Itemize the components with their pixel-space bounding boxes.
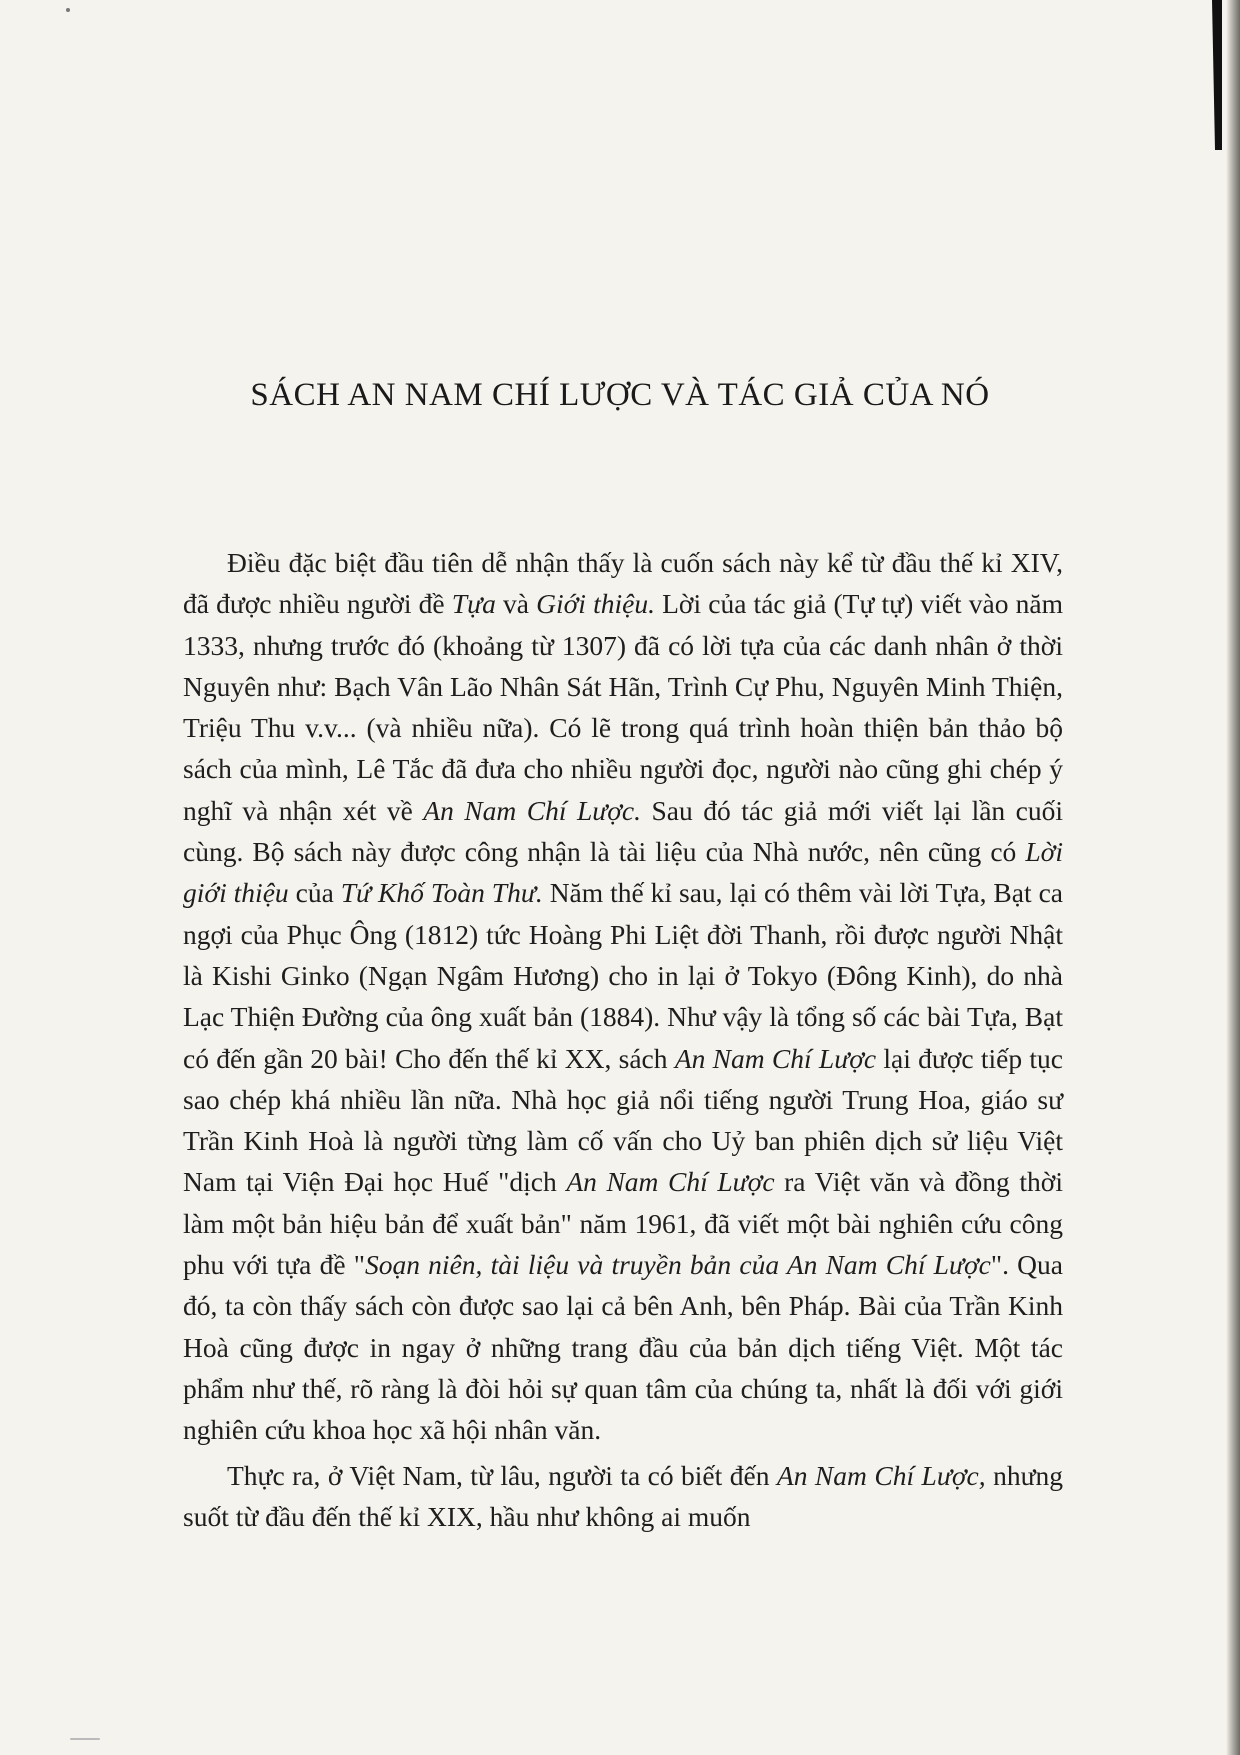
italic-text: Soạn niên, tài liệu và truyền bản của An Nam Chí Lược [364, 1249, 991, 1281]
italic-text: An Nam Chí Lược, [776, 1459, 986, 1491]
text-run: ra Việt văn và đồng thời làm một bản hiệu bản để xuất bản" năm 1961, đã viết một bài nghiên cứu công phu với tựa đề " [183, 1166, 1063, 1281]
italic-text: Lời giới thiệu [183, 836, 1063, 909]
italic-text: An Nam Chí Lược [674, 1042, 877, 1074]
text-run: Thực ra, ở Việt Nam, từ lâu, người ta có biết đến [227, 1459, 777, 1491]
paragraph [183, 542, 1063, 1451]
scan-speck [70, 1738, 100, 1740]
body-text [183, 542, 1063, 1537]
text-run: lại được tiếp tục sao chép khá nhiều lần nữa. Nhà học giả nổi tiếng người Trung Hoa, giáo sư Trần Kinh Hoà là người từng làm cố vấn cho Uỷ ban phiên dịch sử liệu Việt Nam tại Viện Đại học Huế "dịch [183, 1042, 1063, 1198]
text-run: Lời của tác giả (Tự tự) viết vào năm 1333, nhưng trước đó (khoảng từ 1307) đã có lời tựa của các danh nhân ở thời Nguyên như: Bạch Vân Lão Nhân Sát Hãn, Trình Cự Phu, Nguyên Minh Thiện, Triệu Thu v.v... (và nhiều nữa). Có lẽ trong quá trình hoàn thiện bản thảo bộ sách của mình, Lê Tắc đã đưa cho nhiều người đọc, người nào cũng ghi chép ý nghĩ và nhận xét về [183, 588, 1063, 826]
chapter-title: SÁCH AN NAM CHÍ LƯỢC VÀ TÁC GIẢ CỦA NÓ [250, 377, 990, 413]
text-run: Điều đặc biệt đầu tiên dễ nhận thấy là cuốn sách này kể từ đầu thế kỉ XIV, đã được nhiều người đề [183, 547, 1063, 620]
text-run: của [288, 877, 341, 909]
italic-text: An Nam Chí Lược. [423, 794, 642, 826]
text-run: và [495, 588, 537, 620]
text-run: Năm thế kỉ sau, lại có thêm vài lời Tựa, Bạt ca ngợi của Phục Ông (1812) tức Hoàng Phi Liệt đời Thanh, rồi được người Nhật là Kishi Ginko (Ngạn Ngâm Hương) cho in lại ở Tokyo (Đông Kinh), do nhà Lạc Thiện Đường của ông xuất bản (1884). Như vậy là tổng số các bài Tựa, Bạt có đến gần 20 bài! Cho đến thế kỉ XX, sách [183, 877, 1063, 1074]
italic-text: An Nam Chí Lược [566, 1166, 775, 1198]
italic-text: Tứ Khố Toàn Thư. [340, 877, 543, 909]
paragraph [183, 1455, 1063, 1538]
text-run: Sau đó tác giả mới viết lại lần cuối cùng. Bộ sách này được công nhận là tài liệu của Nhà nước, nên cũng có [183, 794, 1063, 868]
text-run: nhưng suốt từ đầu đến thế kỉ XIX, hầu như không ai muốn [183, 1459, 1063, 1532]
text-run: ". Qua đó, ta còn thấy sách còn được sao lại cả bên Anh, bên Pháp. Bài của Trần Kinh Hoà cũng được in ngay ở những trang đầu của bản dịch tiếng Việt. Một tác phẩm như thế, rõ ràng là đòi hỏi sự quan tâm của chúng ta, nhất là đối với giới nghiên cứu khoa học xã hội nhân văn. [183, 1249, 1063, 1446]
spine-shadow [1212, 0, 1222, 150]
italic-text: Giới thiệu. [536, 588, 655, 620]
page-edge-shadow [1226, 0, 1240, 1755]
italic-text: Tựa [451, 588, 496, 620]
scan-speck [66, 8, 70, 12]
